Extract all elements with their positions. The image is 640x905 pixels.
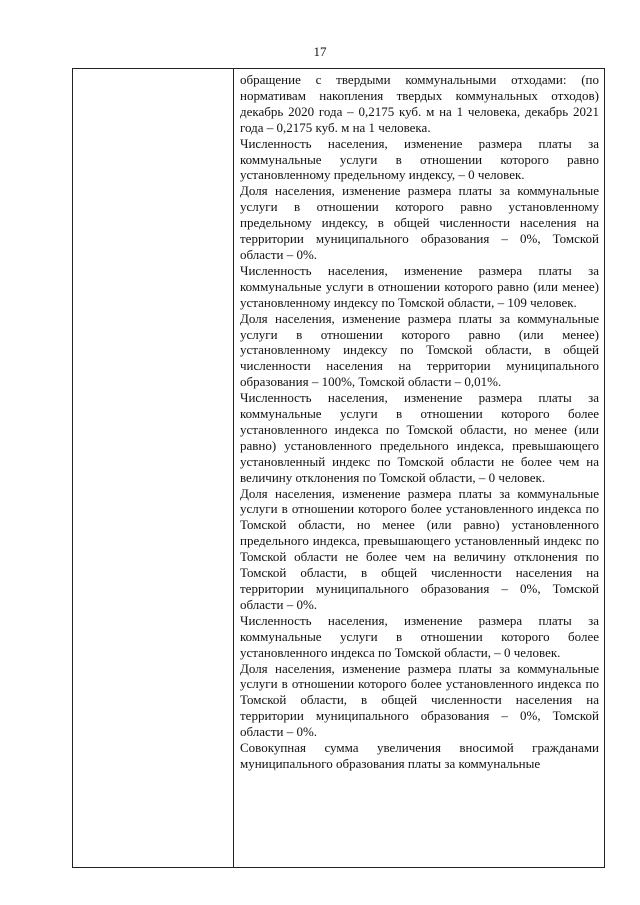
paragraph: обращение с твердыми коммунальными отходами: (по нормативам накопления твердых коммунальных отходов) декабрь 2020 года – 0,2175 куб. м на 1 человека, декабрь 2021 года – 0,2175 куб. м на 1 человека.: [240, 72, 599, 135]
table-left-cell: [73, 69, 234, 867]
paragraph: Численность населения, изменение размера платы за коммунальные услуги в отношении которого равно (или менее) установленному индексу по Томской области, – 109 человек.: [240, 262, 599, 310]
paragraph: Численность населения, изменение размера платы за коммунальные услуги в отношении которого равно установленному предельному индексу, – 0 человек.: [240, 135, 599, 183]
document-table: [72, 68, 605, 868]
paragraph: Доля населения, изменение размера платы за коммунальные услуги в отношении которого равно установленному предельному индексу, в общей численности населения на территории муниципального образования – 0%, Томской области – 0%.: [240, 183, 599, 262]
paragraph: Доля населения, изменение размера платы за коммунальные услуги в отношении которого более установленного индекса по Томской области, но менее (или равно) установленного предельного индекса, превышающего установленный индекс по Томской области не более чем на величину отклонения по Томской области, в общей численности населения на территории муниципального образования – 0%, Томской области – 0%.: [240, 485, 599, 612]
paragraph: Численность населения, изменение размера платы за коммунальные услуги в отношении которого более установленного индекса по Томской области, – 0 человек.: [240, 612, 599, 660]
paragraph: Доля населения, изменение размера платы за коммунальные услуги в отношении которого равно (или менее) установленному индексу по Томской области, в общей численности населения на территории муниципального образования – 100%, Томской области – 0,01%.: [240, 310, 599, 390]
table-right-cell: [234, 69, 604, 867]
paragraph: Доля населения, изменение размера платы за коммунальные услуги в отношении которого более установленного индекса по Томской области, в общей численности населения на территории муниципального образования – 0%, Томской области – 0%.: [240, 660, 599, 740]
paragraph: Совокупная сумма увеличения вносимой гражданами муниципального образования платы за коммунальные: [240, 740, 599, 771]
page-number: 17: [313, 44, 327, 59]
paragraph: Численность населения, изменение размера платы за коммунальные услуги в отношении которого более установленного индекса по Томской области, но менее (или равно) установленного предельного индекса, превышающего установленный индекс по Томской области не более чем на величину отклонения по Томской области, – 0 человек.: [240, 390, 599, 485]
